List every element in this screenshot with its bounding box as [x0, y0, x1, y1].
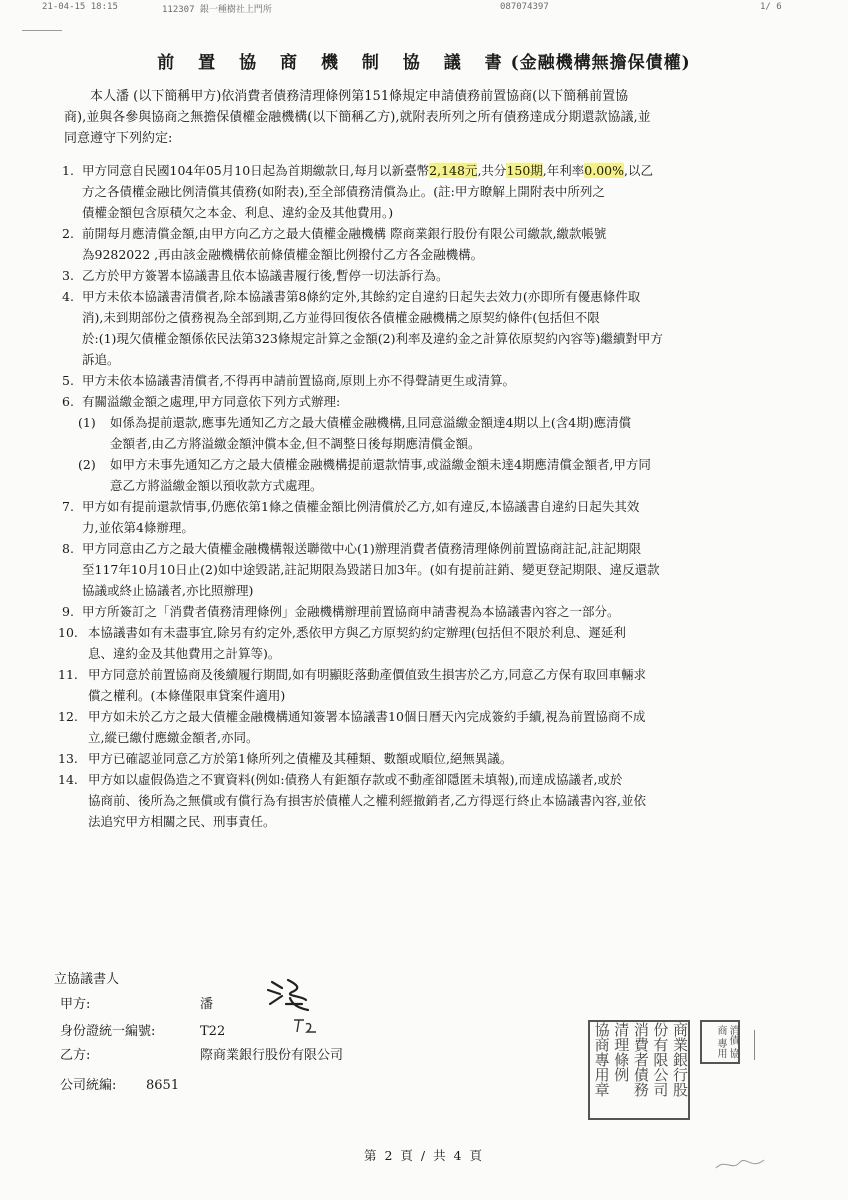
item-2 — [64, 223, 800, 265]
party-a-row — [60, 993, 213, 1012]
item-line: 如甲方未事先通知乙方之最大債權金融機構提前還款情事,或溢繳金額未達4期應清償金額者,甲方同 — [110, 457, 651, 472]
margin-mark — [754, 1030, 755, 1060]
item-line: 甲方同意於前置協商及後續履行期間,如有明顯貶落動產價值致生損害於乙方,同意乙方保有取回車輛求 — [88, 667, 646, 682]
item-5 — [64, 370, 800, 391]
id-handwriting — [290, 1014, 322, 1036]
item-line: 至117年10月10日止(2)如中途毀諾,註記期限為毀諾日加3年。(如有提前註銷、變更登記期限、違反還款 — [82, 562, 660, 577]
item-6-sub-2 — [64, 454, 800, 496]
item-line: 法追究甲方相關之民、刑事責任。 — [88, 814, 276, 829]
party-b-row — [60, 1044, 343, 1063]
party-b-name: 際商業銀行股份有限公司 — [200, 1048, 344, 1063]
item-7 — [64, 496, 800, 538]
item-number: 9. — [62, 604, 74, 619]
scan-mark — [22, 30, 62, 31]
item-line: 於:(1)現欠債權金額係依民法第323條規定計算之金額(2)利率及違約金之計算依原契約內容等)繼續對甲方 — [82, 331, 663, 346]
stamp-text: 專用 — [715, 1038, 726, 1059]
bank-seal-stamp — [588, 1020, 690, 1120]
item-line: 甲方未依本協議書清償者,不得再申請前置協商,原則上亦不得聲請更生或清算。 — [82, 373, 515, 388]
item-line: 訴追。 — [82, 352, 120, 367]
page-number: 第 2 頁 / 共 4 頁 — [364, 1148, 484, 1163]
item-line: 乙方於甲方簽署本協議書且依本協議書履行後,暫停一切法訴行為。 — [82, 268, 449, 283]
item-line: 甲方如有提前還款情事,仍應依第1條之債權金額比例清償於乙方,如有違反,本協議書自違約日起失其效 — [82, 499, 640, 514]
item-line: 前開每月應清償金額,由甲方向乙方之最大債權金融機構 際商業銀行股份有限公司繳款,繳款帳號 — [82, 226, 607, 241]
item-line: 甲方未依本協議書清償者,除本協議書第8條約定外,其餘約定自違約日起失去效力(亦即所有優惠條件取 — [82, 289, 641, 304]
small-seal-stamp — [700, 1020, 740, 1064]
party-a-signature — [262, 974, 314, 1014]
item-line: 甲方如以虛假偽造之不實資料(例如:債務人有鉅額存款或不動產卻隱匿未填報),而達成協議者,或於 — [88, 772, 623, 787]
item-number: 3. — [62, 268, 74, 283]
item-3 — [64, 265, 800, 286]
agreement-items — [58, 160, 800, 832]
item-text: 甲方同意自民國104年05月10日起為首期繳款日,每月以新臺幣 — [82, 163, 430, 178]
fax-header — [0, 0, 848, 16]
item-line: 立,縱已繳付應繳金額者,亦同。 — [88, 730, 259, 745]
item-6-sub-1 — [64, 412, 800, 454]
document-title — [0, 48, 848, 73]
item-13 — [58, 748, 800, 769]
item-line: 金額者,由乙方將溢繳金額沖償本金,但不調整日後每期應清償金額。 — [110, 436, 481, 451]
item-number: 13. — [58, 751, 78, 766]
item-number: 2. — [62, 226, 74, 241]
item-14 — [58, 769, 800, 832]
company-id-value: 8651 — [146, 1078, 180, 1093]
sub-item-number: (1) — [78, 415, 96, 430]
item-number: 11. — [58, 667, 78, 682]
item-10 — [58, 622, 800, 664]
item-4 — [64, 286, 800, 370]
item-line: 甲方所簽訂之「消費者債務清理條例」金融機構辦理前置協商申請書視為本協議書內容之一部分。 — [82, 604, 620, 619]
intro-line: 同意遵守下列約定: — [64, 131, 173, 146]
item-number: 6. — [62, 394, 74, 409]
item-12 — [58, 706, 800, 748]
item-line: 甲方已確認並同意乙方於第1條所列之債權及其種類、數額或順位,絕無異議。 — [88, 751, 513, 766]
party-b-label: 乙方: — [60, 1048, 91, 1063]
item-11 — [58, 664, 800, 706]
party-a-label: 甲方: — [60, 997, 91, 1012]
signatories-heading: 立協議書人 — [54, 972, 120, 987]
party-a-name: 潘 — [200, 997, 214, 1012]
fax-datetime: 21-04-15 18:15 — [42, 2, 118, 12]
item-line: 協商前、後所為之無償或有償行為有損害於債權人之權利經撤銷者,乙方得逕行終止本協議書內容,並依 — [88, 793, 646, 808]
intro-line: 商),並與各參與協商之無擔保債權金融機構(以下簡稱乙方),就附表所列之所有債務達成分期還款協議,並 — [64, 110, 651, 125]
item-number: 10. — [58, 625, 78, 640]
fax-number: 087074397 — [500, 2, 549, 12]
stamp-text: 清理條例 — [612, 1022, 631, 1082]
sub-item-number: (2) — [78, 457, 96, 472]
item-text: ,年利率 — [542, 163, 585, 178]
item-line: 償之權利。(本條僅限車貸案件適用) — [88, 688, 286, 703]
item-line: 本協議書如有未盡事宜,除另有約定外,悉依甲方與乙方原契約約定辦理(包括但不限於利息、遲延利 — [88, 625, 626, 640]
title-sub: (金融機構無擔保債權) — [510, 53, 691, 73]
item-line: 消),未到期部份之債務視為全部到期,乙方並得回復依各債權金融機構之原契約條件(包括但不限 — [82, 310, 600, 325]
item-line: 力,並依第4條辦理。 — [82, 520, 194, 535]
item-number: 14. — [58, 772, 78, 787]
item-line — [82, 160, 800, 181]
item-line: 如係為提前還款,應事先通知乙方之最大債權金融機構,且同意溢繳金額達4期以上(含4期)應清償 — [110, 415, 632, 430]
stamp-text: 消債 — [727, 1025, 738, 1046]
item-9 — [64, 601, 800, 622]
item-line: 甲方如未於乙方之最大債權金融機構通知簽署本協議書10個日曆天內完成簽約手續,視為前置協商不成 — [88, 709, 646, 724]
company-id-label: 公司統編: — [60, 1078, 117, 1093]
monthly-amount: 2,148元 — [429, 163, 478, 178]
item-number: 8. — [62, 541, 74, 556]
stamp-text: 消費者債務 — [631, 1022, 650, 1097]
scribble-mark — [712, 1150, 772, 1174]
stamp-text: 協商專用章 — [592, 1022, 611, 1097]
id-row — [60, 1020, 225, 1039]
intro-line: 本人潘 (以下簡稱甲方)依消費者債務清理條例第151條規定申請債務前置協商(以下簡稱前置協 — [90, 89, 629, 104]
item-number: 4. — [62, 289, 74, 304]
item-line: 為9282022 ,再由該金融機構依前條債權金額比例撥付乙方各金融機構。 — [82, 247, 484, 262]
item-number: 1. — [62, 163, 74, 178]
item-6 — [64, 391, 800, 412]
title-main: 前 置 協 商 機 制 協 議 書 — [157, 53, 511, 73]
item-8 — [64, 538, 800, 601]
stamp-text: 協商 — [715, 1025, 738, 1059]
item-line: 方之各債權金融比例清償其債務(如附表),至全部債務清償為止。(註:甲方瞭解上開附表中所列之 — [82, 184, 605, 199]
item-number: 7. — [62, 499, 74, 514]
interest-rate: 0.00% — [584, 163, 624, 178]
item-line: 債權金額包含原積欠之本金、利息、違約金及其他費用。) — [82, 205, 394, 220]
item-number: 12. — [58, 709, 78, 724]
fax-page: 1/ 6 — [760, 2, 782, 12]
item-line: 有關溢繳金額之處理,甲方同意依下列方式辦理: — [82, 394, 341, 409]
id-label: 身份證統一編號: — [60, 1024, 156, 1039]
company-id-row — [60, 1074, 179, 1093]
period-count: 150期 — [506, 163, 543, 178]
item-line: 協議或終止協議者,亦比照辦理) — [82, 583, 254, 598]
stamp-text: 份有限公司 — [651, 1022, 670, 1097]
item-text: ,以乙 — [624, 163, 653, 178]
item-line: 甲方同意由乙方之最大債權金融機構報送聯徵中心(1)辦理消費者債務清理條例前置協商註記,註記期限 — [82, 541, 642, 556]
item-1 — [64, 160, 800, 223]
item-number: 5. — [62, 373, 74, 388]
stamp-text: 商業銀行股 — [671, 1022, 689, 1097]
fax-line: 112307 銀一種樹社上門所 — [162, 5, 272, 15]
intro-paragraph — [64, 86, 800, 149]
item-text: ,共分 — [477, 163, 507, 178]
id-value: T22 — [200, 1024, 226, 1039]
item-line: 意乙方將溢繳金額以預收款方式處理。 — [110, 478, 323, 493]
item-line: 息、違約金及其他費用之計算等)。 — [88, 646, 281, 661]
